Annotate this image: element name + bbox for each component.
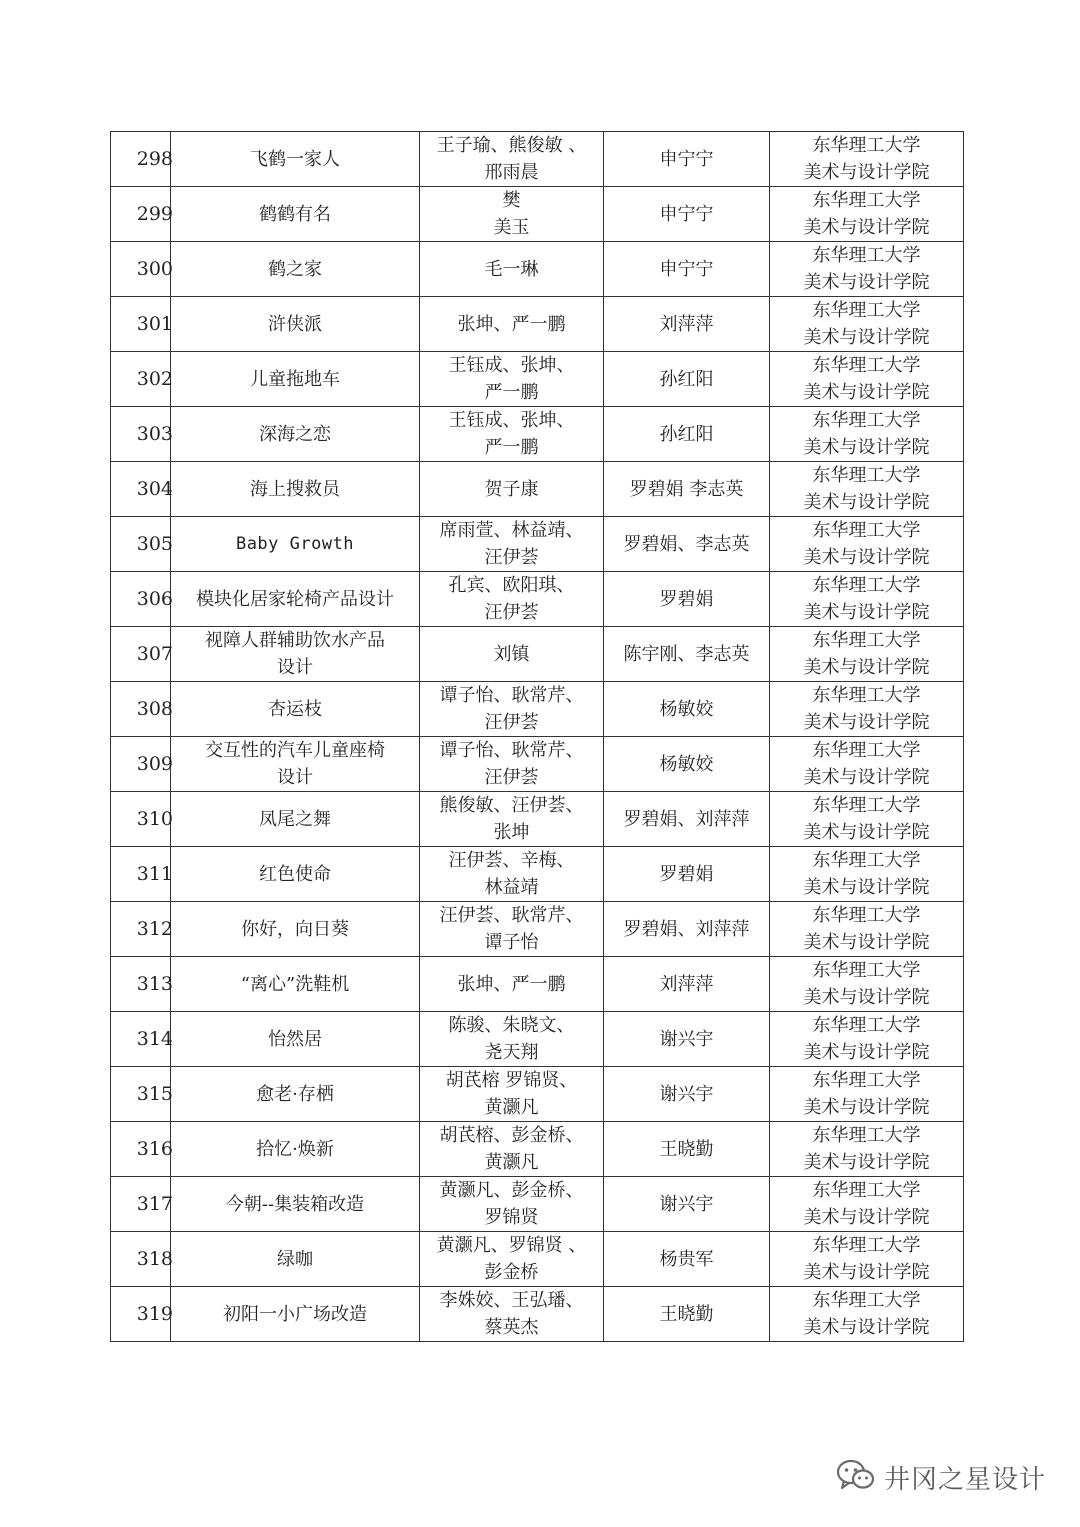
table-row (111, 462, 964, 517)
school-line: 美术与设计学院 (803, 272, 930, 293)
row-number-text: 318 (136, 1247, 173, 1270)
advisor-text: 杨敏姣 (659, 753, 714, 775)
row-number-text: 309 (136, 752, 173, 775)
author-line: 樊 (502, 190, 521, 211)
authors (420, 792, 604, 847)
work-title (171, 627, 420, 682)
work-title-line: 设计 (277, 767, 313, 788)
work-title-text: 你好，向日葵 (241, 918, 349, 940)
advisor-text: 罗碧娟 (659, 863, 714, 885)
work-title-text: 初阳一小广场改造 (223, 1303, 367, 1325)
school-line: 东华理工大学 (812, 465, 921, 486)
school (770, 902, 964, 957)
school (770, 462, 964, 517)
table-row (111, 1122, 964, 1177)
author-line: 汪伊荟 (484, 547, 539, 568)
school-line: 美术与设计学院 (803, 437, 930, 458)
school-line: 东华理工大学 (812, 685, 921, 706)
work-title-text: 鹤鹤有名 (259, 203, 331, 225)
row-number-text: 300 (136, 257, 173, 280)
work-title-text: 凤尾之舞 (259, 808, 331, 830)
school (770, 1177, 964, 1232)
work-title-text: 红色使命 (259, 863, 331, 885)
author-line: 张坤、严一鹏 (457, 973, 566, 995)
work-title (171, 1177, 420, 1232)
advisor (604, 572, 770, 627)
table-row (111, 242, 964, 297)
row-number-text: 306 (136, 587, 173, 610)
school (770, 682, 964, 737)
advisor-text: 王晓勤 (659, 1138, 714, 1160)
work-title-text: Baby Growth (235, 534, 355, 554)
school-line: 东华理工大学 (812, 795, 921, 816)
table-row (111, 517, 964, 572)
row-number (111, 297, 171, 352)
authors (420, 737, 604, 792)
row-number-text: 315 (136, 1082, 173, 1105)
table-row (111, 792, 964, 847)
row-number (111, 847, 171, 902)
row-number-text: 310 (136, 807, 173, 830)
school-line: 美术与设计学院 (803, 932, 930, 953)
work-title-text: 飞鹤一家人 (250, 148, 340, 170)
school-line: 东华理工大学 (812, 410, 921, 431)
row-number-text: 308 (136, 697, 173, 720)
work-title (171, 792, 420, 847)
row-number-text: 316 (136, 1137, 173, 1160)
school (770, 517, 964, 572)
work-title-text: 浒侠派 (268, 313, 322, 335)
school-line: 东华理工大学 (812, 1235, 921, 1256)
author-line: 林益靖 (484, 877, 539, 898)
row-number (111, 242, 171, 297)
school-line: 东华理工大学 (812, 190, 921, 211)
advisor (604, 1122, 770, 1177)
author-line: 汪伊荟 (484, 602, 539, 623)
author-line: 严一鹏 (484, 382, 539, 403)
work-title (171, 132, 420, 187)
work-title-text: 怡然居 (268, 1028, 322, 1050)
row-number (111, 352, 171, 407)
advisor-text: 申宁宁 (659, 148, 714, 170)
row-number (111, 627, 171, 682)
work-title (171, 1232, 420, 1287)
row-number (111, 517, 171, 572)
author-line: 罗锦贤 (484, 1207, 539, 1228)
authors (420, 1232, 604, 1287)
author-line: 美玉 (493, 217, 530, 238)
row-number-text: 298 (136, 147, 173, 170)
advisor (604, 1232, 770, 1287)
work-title (171, 187, 420, 242)
table-row (111, 352, 964, 407)
row-number (111, 1067, 171, 1122)
table-row (111, 902, 964, 957)
advisor (604, 407, 770, 462)
work-title-text: 儿童拖地车 (250, 368, 340, 390)
author-line: 孔宾、欧阳琪、 (448, 575, 575, 596)
school (770, 352, 964, 407)
advisor-text: 陈宇刚、李志英 (623, 643, 750, 665)
school-line: 东华理工大学 (812, 630, 921, 651)
work-title (171, 462, 420, 517)
row-number (111, 902, 171, 957)
school-line: 东华理工大学 (812, 1290, 921, 1311)
school-line: 美术与设计学院 (803, 877, 930, 898)
school (770, 1287, 964, 1342)
advisor-text: 杨敏姣 (659, 698, 714, 720)
author-line: 谭子怡、耿常芹、 (439, 740, 584, 761)
school (770, 242, 964, 297)
work-title-text: 鹤之家 (268, 258, 322, 280)
school (770, 737, 964, 792)
work-title (171, 1287, 420, 1342)
work-title-text: 今朝--集装箱改造 (225, 1193, 365, 1215)
row-number-text: 319 (136, 1302, 173, 1325)
authors (420, 462, 604, 517)
school (770, 957, 964, 1012)
row-number (111, 462, 171, 517)
advisor (604, 627, 770, 682)
work-title (171, 517, 420, 572)
row-number (111, 1177, 171, 1232)
advisor-text: 罗碧娟、刘萍萍 (623, 918, 750, 940)
row-number (111, 1287, 171, 1342)
school-line: 美术与设计学院 (803, 547, 930, 568)
author-line: 熊俊敏、汪伊荟、 (439, 795, 584, 816)
author-line: 黄灏凡 (484, 1097, 539, 1118)
school (770, 407, 964, 462)
school-line: 东华理工大学 (812, 850, 921, 871)
authors (420, 1067, 604, 1122)
advisor (604, 352, 770, 407)
advisor-text: 杨贵军 (659, 1248, 714, 1270)
authors (420, 902, 604, 957)
advisor (604, 462, 770, 517)
advisor (604, 737, 770, 792)
author-line: 黄灏凡 (484, 1152, 539, 1173)
row-number (111, 1232, 171, 1287)
advisor-text: 孙红阳 (659, 423, 714, 445)
school (770, 847, 964, 902)
school-line: 东华理工大学 (812, 355, 921, 376)
row-number-text: 302 (136, 367, 173, 390)
school-line: 美术与设计学院 (803, 492, 930, 513)
row-number-text: 299 (136, 202, 173, 225)
advisor (604, 517, 770, 572)
work-title-text: 模块化居家轮椅产品设计 (196, 588, 394, 610)
school-line: 美术与设计学院 (803, 1262, 930, 1283)
advisor (604, 902, 770, 957)
advisor-text: 谢兴宇 (659, 1028, 714, 1050)
authors (420, 1177, 604, 1232)
advisor-text: 孙红阳 (659, 368, 714, 390)
authors (420, 517, 604, 572)
author-line: 邢雨晨 (484, 162, 539, 183)
author-line: 胡芪榕 罗锦贤、 (445, 1070, 578, 1091)
row-number (111, 792, 171, 847)
work-title (171, 957, 420, 1012)
row-number-text: 312 (136, 917, 173, 940)
author-line: 贺子康 (484, 478, 539, 500)
author-line: 汪伊荟 (484, 712, 539, 733)
school-line: 美术与设计学院 (803, 1042, 930, 1063)
work-title (171, 297, 420, 352)
author-line: 毛一琳 (484, 258, 539, 280)
advisor-text: 罗碧娟 (659, 588, 714, 610)
table-row (111, 1067, 964, 1122)
school (770, 1067, 964, 1122)
advisor (604, 682, 770, 737)
work-title (171, 572, 420, 627)
advisor (604, 957, 770, 1012)
row-number (111, 187, 171, 242)
school-line: 美术与设计学院 (803, 162, 930, 183)
work-title (171, 682, 420, 737)
school-line: 美术与设计学院 (803, 1317, 930, 1338)
advisor-text: 罗碧娟、李志英 (623, 533, 750, 555)
school-line: 东华理工大学 (812, 1125, 921, 1146)
table-row (111, 132, 964, 187)
table-row (111, 847, 964, 902)
author-line: 席雨萱、林益靖、 (439, 520, 584, 541)
work-title-line: 设计 (277, 657, 313, 678)
advisor-text: 谢兴宇 (659, 1083, 714, 1105)
school (770, 627, 964, 682)
awards-table-body (111, 132, 964, 1342)
authors (420, 1122, 604, 1177)
school-line: 美术与设计学院 (803, 657, 930, 678)
advisor (604, 187, 770, 242)
work-title-text: 愈老·存栖 (256, 1083, 334, 1105)
work-title (171, 737, 420, 792)
work-title (171, 1122, 420, 1177)
school-line: 东华理工大学 (812, 520, 921, 541)
row-number-text: 313 (136, 972, 173, 995)
table-row (111, 682, 964, 737)
school-line: 美术与设计学院 (803, 1207, 930, 1228)
author-line: 胡芪榕、彭金桥、 (439, 1125, 584, 1146)
school (770, 792, 964, 847)
row-number (111, 737, 171, 792)
row-number-text: 307 (136, 642, 173, 665)
author-line: 蔡英杰 (484, 1317, 539, 1338)
authors (420, 1012, 604, 1067)
authors (420, 297, 604, 352)
school-line: 美术与设计学院 (803, 382, 930, 403)
school-line: 东华理工大学 (812, 905, 921, 926)
row-number (111, 682, 171, 737)
advisor (604, 1177, 770, 1232)
row-number (111, 1122, 171, 1177)
advisor-text: 罗碧娟 李志英 (629, 478, 744, 500)
author-line: 黄灏凡、罗锦贤 、 (436, 1235, 587, 1256)
authors (420, 572, 604, 627)
row-number (111, 132, 171, 187)
school (770, 187, 964, 242)
advisor (604, 297, 770, 352)
author-line: 汪伊荟 (484, 767, 539, 788)
school-line: 美术与设计学院 (803, 987, 930, 1008)
row-number-text: 317 (136, 1192, 173, 1215)
table-row (111, 572, 964, 627)
school-line: 美术与设计学院 (803, 327, 930, 348)
school-line: 美术与设计学院 (803, 602, 930, 623)
work-title-line: 视障人群辅助饮水产品 (205, 630, 385, 651)
author-line: 谭子怡、耿常芹、 (439, 685, 584, 706)
wechat-icon (836, 1458, 876, 1496)
table-row (111, 297, 964, 352)
table-row (111, 1012, 964, 1067)
author-line: 陈骏、朱晓文、 (448, 1015, 575, 1036)
author-line: 黄灏凡、彭金桥、 (439, 1180, 584, 1201)
author-line: 刘镇 (493, 643, 530, 665)
school-line: 东华理工大学 (812, 245, 921, 266)
advisor-text: 王晓勤 (659, 1303, 714, 1325)
table-row (111, 1177, 964, 1232)
work-title-text: 海上搜救员 (250, 478, 340, 500)
work-title-text: “离心”洗鞋机 (240, 973, 350, 995)
table-row (111, 957, 964, 1012)
advisor (604, 792, 770, 847)
watermark (836, 1458, 1046, 1496)
authors (420, 1287, 604, 1342)
author-line: 尧天翔 (484, 1042, 539, 1063)
author-line: 张坤 (493, 822, 530, 843)
advisor-text: 申宁宁 (659, 258, 714, 280)
advisor (604, 1287, 770, 1342)
school (770, 1232, 964, 1287)
work-title-line: 交互性的汽车儿童座椅 (205, 740, 385, 761)
author-line: 张坤、严一鹏 (457, 313, 566, 335)
school-line: 美术与设计学院 (803, 1097, 930, 1118)
watermark-text: 井冈之星设计 (883, 1464, 1046, 1495)
school (770, 572, 964, 627)
author-line: 王子瑜、熊俊敏 、 (436, 135, 587, 156)
awards-table (110, 131, 964, 1342)
advisor (604, 242, 770, 297)
row-number-text: 304 (136, 477, 173, 500)
table-row (111, 407, 964, 462)
author-line: 彭金桥 (484, 1262, 539, 1283)
author-line: 严一鹏 (484, 437, 539, 458)
advisor-text: 刘萍萍 (659, 313, 714, 335)
authors (420, 957, 604, 1012)
school (770, 132, 964, 187)
authors (420, 682, 604, 737)
authors (420, 847, 604, 902)
school (770, 1012, 964, 1067)
authors (420, 187, 604, 242)
table-row (111, 1232, 964, 1287)
table-row (111, 627, 964, 682)
school-line: 东华理工大学 (812, 1070, 921, 1091)
advisor (604, 1067, 770, 1122)
authors (420, 132, 604, 187)
work-title (171, 1012, 420, 1067)
school-line: 东华理工大学 (812, 960, 921, 981)
school (770, 297, 964, 352)
row-number-text: 311 (136, 862, 173, 885)
school-line: 东华理工大学 (812, 135, 921, 156)
advisor-text: 谢兴宇 (659, 1193, 714, 1215)
advisor (604, 847, 770, 902)
advisor (604, 132, 770, 187)
school-line: 美术与设计学院 (803, 767, 930, 788)
advisor-text: 申宁宁 (659, 203, 714, 225)
school-line: 美术与设计学院 (803, 712, 930, 733)
work-title-text: 杏运枝 (268, 698, 322, 720)
table-row (111, 737, 964, 792)
author-line: 汪伊荟、耿常芹、 (439, 905, 584, 926)
school-line: 美术与设计学院 (803, 1152, 930, 1173)
work-title (171, 902, 420, 957)
work-title (171, 407, 420, 462)
school (770, 1122, 964, 1177)
work-title-text: 深海之恋 (259, 423, 331, 445)
authors (420, 352, 604, 407)
school-line: 东华理工大学 (812, 575, 921, 596)
authors (420, 407, 604, 462)
table-row (111, 1287, 964, 1342)
authors (420, 242, 604, 297)
school-line: 美术与设计学院 (803, 822, 930, 843)
school-line: 东华理工大学 (812, 1180, 921, 1201)
work-title (171, 1067, 420, 1122)
row-number (111, 957, 171, 1012)
advisor-text: 刘萍萍 (659, 973, 714, 995)
author-line: 王钰成、张坤、 (448, 355, 575, 376)
school-line: 东华理工大学 (812, 300, 921, 321)
work-title (171, 847, 420, 902)
row-number-text: 303 (136, 422, 173, 445)
author-line: 汪伊荟、辛梅、 (448, 850, 575, 871)
school-line: 美术与设计学院 (803, 217, 930, 238)
work-title-text: 拾忆·焕新 (256, 1138, 334, 1160)
author-line: 李姝姣、王弘璠、 (439, 1290, 584, 1311)
author-line: 王钰成、张坤、 (448, 410, 575, 431)
row-number-text: 314 (136, 1027, 173, 1050)
author-line: 谭子怡 (484, 932, 539, 953)
row-number-text: 301 (136, 312, 173, 335)
school-line: 东华理工大学 (812, 740, 921, 761)
row-number (111, 1012, 171, 1067)
school-line: 东华理工大学 (812, 1015, 921, 1036)
advisor (604, 1012, 770, 1067)
row-number-text: 305 (136, 532, 173, 555)
table-row (111, 187, 964, 242)
work-title-text: 绿咖 (277, 1248, 313, 1270)
advisor-text: 罗碧娟、刘萍萍 (623, 808, 750, 830)
row-number (111, 572, 171, 627)
work-title (171, 352, 420, 407)
row-number (111, 407, 171, 462)
work-title (171, 242, 420, 297)
authors (420, 627, 604, 682)
